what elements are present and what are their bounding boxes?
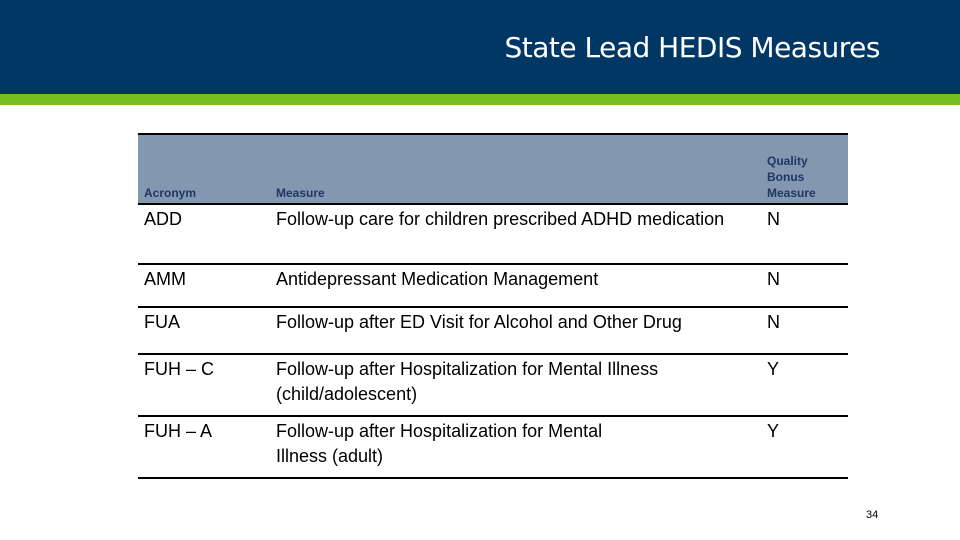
table-header-row: [138, 134, 848, 204]
table-row: [138, 204, 848, 264]
header-acronym: Acronym: [138, 134, 270, 204]
acronym-cell: ADD: [138, 204, 270, 264]
bonus-cell: Y: [761, 354, 848, 416]
bonus-cell: Y: [761, 416, 848, 478]
slide-title: State Lead HEDIS Measures: [504, 31, 880, 64]
bonus-cell: N: [761, 307, 848, 354]
measure-cell: Follow-up care for children prescribed ADHD medication: [270, 204, 761, 264]
table-row: [138, 354, 848, 416]
header-quality-bonus: Quality Bonus Measure: [761, 134, 848, 204]
acronym-cell: FUH – C: [138, 354, 270, 416]
table-row: [138, 307, 848, 354]
page-number: 34: [866, 509, 879, 521]
acronym-cell: FUA: [138, 307, 270, 354]
bonus-cell: N: [761, 204, 848, 264]
measure-cell: Follow-up after Hospitalization for Mental Illness (child/adolescent): [270, 354, 761, 416]
measure-cell: Follow-up after Hospitalization for Mental Illness (adult): [270, 416, 761, 478]
acronym-cell: FUH – A: [138, 416, 270, 478]
measures-table: [138, 133, 848, 479]
bonus-cell: N: [761, 264, 848, 307]
accent-stripe: [0, 94, 960, 105]
header-measure: Measure: [270, 134, 761, 204]
measure-cell: Follow-up after ED Visit for Alcohol and Other Drug: [270, 307, 761, 354]
table-row: [138, 264, 848, 307]
measure-cell: Antidepressant Medication Management: [270, 264, 761, 307]
table-row: [138, 416, 848, 478]
acronym-cell: AMM: [138, 264, 270, 307]
